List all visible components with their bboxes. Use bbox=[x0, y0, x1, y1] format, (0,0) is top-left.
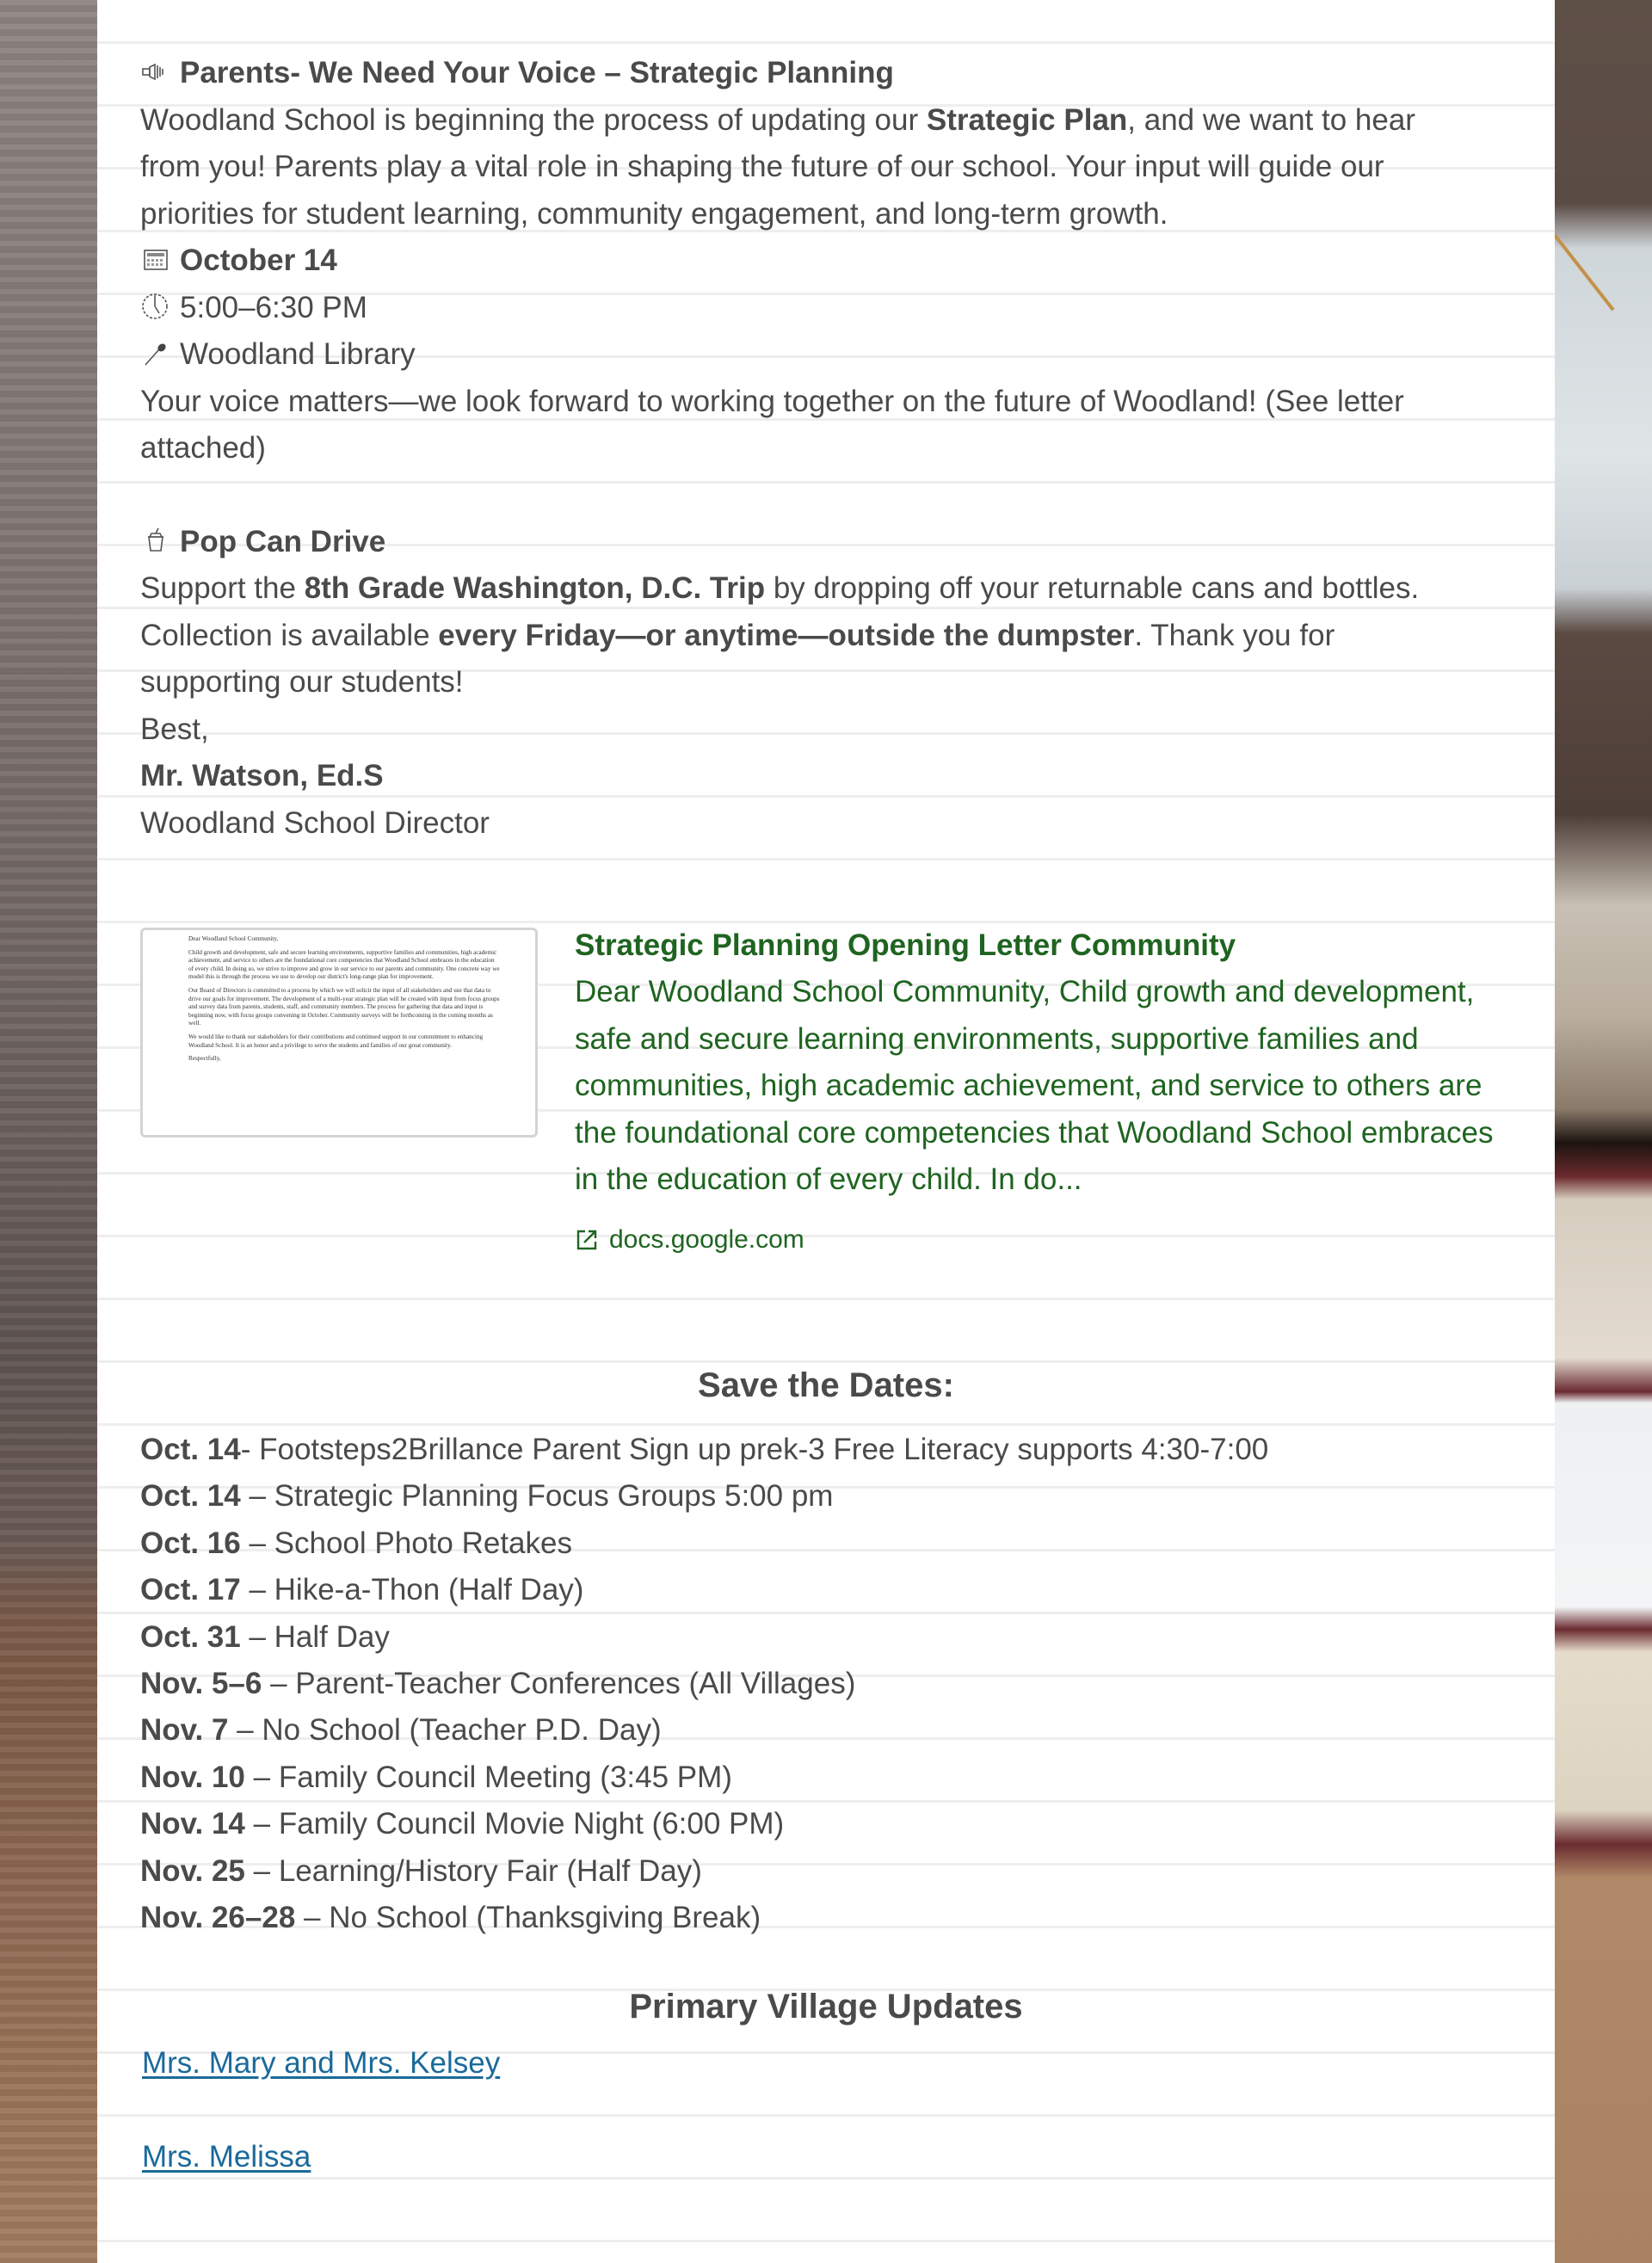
pop-can-drive-p2: Collection is available every Friday—or anytime—outside the dumpster. Thank you for supporting our students! bbox=[140, 618, 1335, 699]
primary-village-title: Primary Village Updates bbox=[629, 1988, 1023, 2026]
date-item: Oct. 31 – Half Day bbox=[140, 1619, 390, 1654]
link-preview-domain[interactable]: docs.google.com bbox=[575, 1223, 1521, 1257]
newsletter-body bbox=[140, 50, 1517, 847]
date-item: Nov. 25 – Learning/History Fair (Half Day) bbox=[140, 1853, 702, 1888]
calendar-icon bbox=[140, 244, 171, 274]
date-item: Nov. 14 – Family Council Movie Night (6:00 PM) bbox=[140, 1807, 785, 1841]
link-mrs-mary-and-mrs-kelsey[interactable]: Mrs. Mary and Mrs. Kelsey bbox=[142, 2046, 501, 2080]
signature-salutation: Best, bbox=[140, 712, 209, 746]
strategic-planning-intro: Woodland School is beginning the process of updating our Strategic Plan, and we want to hear from you! Parents play a vital role in shaping the future of our school. Your input will guide our priorities for student learning, community engagement, and long-term growth. bbox=[140, 102, 1415, 231]
clock-icon bbox=[140, 291, 171, 322]
link-preview-description: Dear Woodland School Community, Child growth and development, safe and secure learning environments, supportive families and communities, high academic achievement, and service to others are the foundational core competencies that Woodland School embraces in the education of every child. In do... bbox=[575, 975, 1494, 1196]
pop-can-drive-p1: Support the 8th Grade Washington, D.C. Trip by dropping off your returnable cans and bottles. bbox=[140, 571, 1420, 605]
date-item: Oct. 14 – Strategic Planning Focus Groups 5:00 pm bbox=[140, 1479, 834, 1514]
link-preview-title[interactable]: Strategic Planning Opening Letter Community bbox=[575, 928, 1236, 962]
date-item: Nov. 5–6 – Parent-Teacher Conferences (All Villages) bbox=[140, 1667, 856, 1701]
background-books-right bbox=[1555, 0, 1652, 2263]
event-time: 5:00–6:30 PM bbox=[140, 285, 1517, 332]
save-the-dates-title: Save the Dates: bbox=[698, 1366, 954, 1404]
pin-icon bbox=[140, 337, 171, 368]
event-date: October 14 bbox=[140, 237, 1517, 285]
pop-can-drive-heading: Pop Can Drive bbox=[140, 519, 1517, 566]
link-preview-text bbox=[575, 928, 1521, 1257]
link-preview[interactable] bbox=[140, 928, 1517, 1289]
strategic-planning-heading: Parents- We Need Your Voice – Strategic Planning bbox=[140, 50, 1517, 97]
signature-name: Mr. Watson, Ed.S bbox=[140, 759, 384, 792]
newsletter-card bbox=[97, 0, 1555, 2263]
save-the-dates-list bbox=[140, 1427, 1517, 1941]
event-location: Woodland Library bbox=[140, 331, 1517, 379]
speaker-icon bbox=[140, 56, 171, 87]
date-item: Nov. 10 – Family Council Meeting (3:45 PM) bbox=[140, 1760, 732, 1794]
external-link-icon bbox=[575, 1228, 599, 1252]
date-item: Oct. 14- Footsteps2Brillance Parent Sign up prek-3 Free Literacy supports 4:30-7:00 bbox=[140, 1433, 1269, 1466]
date-item: Nov. 26–28 – No School (Thanksgiving Break) bbox=[140, 1901, 761, 1935]
document-thumbnail[interactable]: Dear Woodland School Community, Child growth and development, safe and secure learning environments, supportive families and communities, high academic achievement, and service to others are the foundational core competencies that Woodland School embraces in the education of every child. In doing so, we strive to improve and grow in our service to our parents and community. One concrete way we model this is through the process we use to develop our district's long-range plan for improvement. Our Board of Directors is committed to a process by which we will solicit the input of all stakeholders and use that data to drive our goals for improvement. The development of a multi-year strategic plan will be created with input from focus groups and survey data from parents, students, staff, and community members. The process for gathering that data and input is beginning now, with focus groups convening in October. Community surveys will be forthcoming in the coming months as well. We would like to thank our stakeholders for their contributions and continued support in our commitment to enhancing Woodland School. It is an honor and a privilege to serve the students and families of our great community. Respectfully, bbox=[140, 928, 538, 1138]
date-item: Oct. 17 – Hike-a-Thon (Half Day) bbox=[140, 1573, 584, 1607]
cup-icon bbox=[140, 525, 171, 556]
signature-role: Woodland School Director bbox=[140, 805, 490, 840]
link-mrs-melissa[interactable]: Mrs. Melissa bbox=[142, 2140, 311, 2174]
strategic-planning-closing: Your voice matters—we look forward to working together on the future of Woodland! (See letter attached) bbox=[140, 384, 1404, 465]
background-wood-left bbox=[0, 0, 97, 2263]
date-item: Nov. 7 – No School (Teacher P.D. Day) bbox=[140, 1713, 662, 1748]
date-item: Oct. 16 – School Photo Retakes bbox=[140, 1526, 572, 1560]
